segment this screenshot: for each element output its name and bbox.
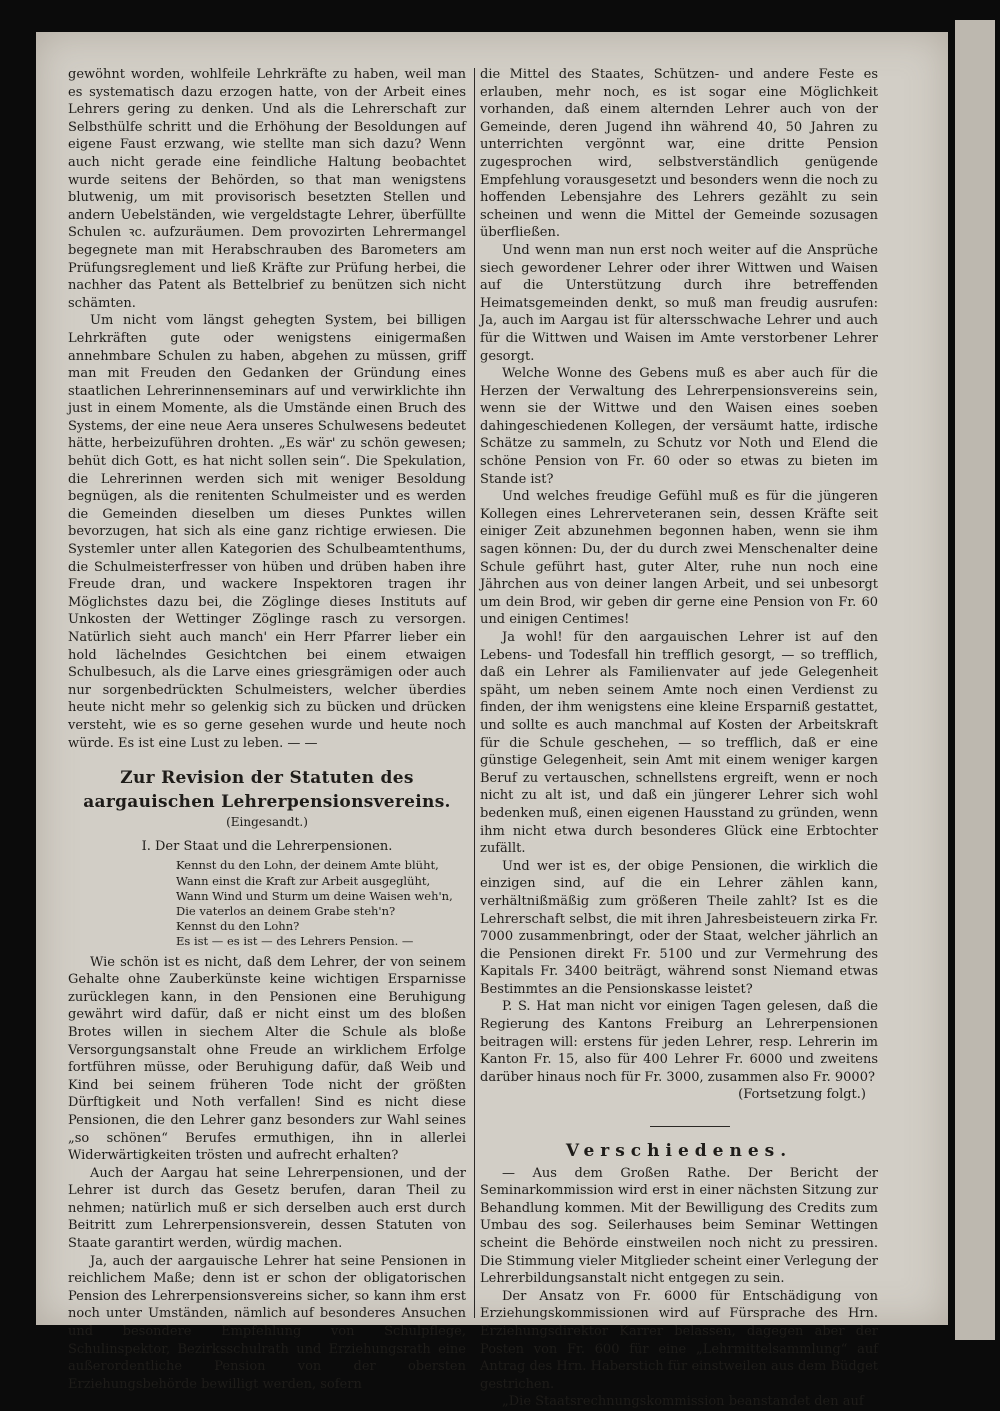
article-note: (Eingesandt.) xyxy=(226,815,308,830)
article-heading: Zur Revision der Statuten des aargauischen Lehrerpensionsvereins. xyxy=(83,768,451,813)
paragraph: P. S. Hat man nicht vor einigen Tagen gelesen, daß die Regierung des Kantons Freiburg an Lehrerpensionen beitragen will: erstens für jeden Lehrer, resp. Lehrerin im Kanton Fr. 15, also für 400 Lehrer Fr. 6000 und zweitens darüber hinaus noch für Fr. 3000, zusammen also Fr. 9000? xyxy=(480,999,878,1085)
paragraph: Auch der Aargau hat seine Lehrerpensionen, und der Lehrer ist durch das Gesetz berufen, daran Theil zu nehmen; natürlich muß er sich derselben auch erst durch Beitritt zum Lehrerpensionsverein, dessen Statuten von Staate garantirt werden, würdig machen. xyxy=(68,1165,466,1252)
paragraph: gewöhnt worden, wohlfeile Lehrkräfte zu haben, weil man es systematisch dazu erzogen hatte, von der Arbeit eines Lehrers gering zu denken. Und als die Lehrerschaft zur Selbsthülfe schritt und die Erhöhung der Besoldungen auf eigene Faust erzwang, wie stellte man sich dazu? Wenn auch nicht gerade eine feindliche Haltung beobachtet wurde seitens der Behörden, so that man wenigstens blutwenig, um mit provisorisch besetzten Stellen und andern Uebelständen, wie vergeldstagte Lehrer, überfüllte Schulen ꝛc. aufzuräumen. Dem provozirten Lehrermangel begegnete man mit Herabschrauben des Barometers am Prüfungsreglement und ließ Kräfte zur Prüfung herbei, die nachher das Patent als Bettelbrief zu benützen sich nicht schämten. xyxy=(68,67,466,311)
section-heading: Verschiedenes. xyxy=(565,1141,793,1162)
continuation-note: (Fortsetzung folgt.) xyxy=(738,1087,866,1103)
section-title: I. Der Staat und die Lehrerpensionen. xyxy=(141,838,393,854)
paragraph: Ja wohl! für den aargauischen Lehrer ist auf den Lebens- und Todesfall hin trefflich gesorgt, — so trefflich, daß ein Lehrer als Familienvater auf jede Gelegenheit späht, um neben seinem Amte noch einen Verdienst zu finden, der ihm wenigstens eine kleine Ersparniß gestattet, und sollte es auch manchmal auf Kosten der Arbeitskraft für die Schule geschehen, — so trefflich, daß er eine günstige Gelegenheit, sein Amt mit einem weniger kargen Beruf zu vertauschen, schnellstens ergreift, wenn er noch nicht zu alt ist, und daß ein jüngerer Lehrer sich wohl bedenken muß, einen eigenen Hausstand zu gründen, wenn ihm nicht etwa durch besonderes Glück eine Erbtochter zufällt. xyxy=(480,630,878,857)
paragraph: Wie schön ist es nicht, daß dem Lehrer, der von seinem Gehalte ohne Zauberkünste keine wichtigen Ersparnisse zurücklegen kann, in den Pensionen eine Beruhigung gewährt wird dafür, daß er nicht einst um des bloßen Brotes willen in siechem Alter die Schule als bloße Versorgungsanstalt ohne Freude an wirklichem Erfolge fortführen müsse, oder Beruhigung dafür, daß Weib und Kind bei seinem früheren Tode nicht der größten Dürftigkeit und Noth verfallen! Sind es nicht diese Pensionen, die den Lehrer ganz besonders zur Wahl seines „so schönen“ Berufes ermuthigen, ihn in allerlei Widerwärtigkeiten trösten und aufrecht erhalten? xyxy=(68,954,466,1164)
paragraph: die Mittel des Staates, Schützen- und andere Feste es erlauben, mehr noch, es ist sogar eine Möglichkeit vorhanden, daß einem alternden Lehrer auch von der Gemeinde, deren Jugend ihn während 40, 50 Jahren zu unterrichten vergönnt war, eine dritte Pension zugesprochen wird, selbstverständlich genügende Empfehlung vorausgesetzt und besonders wenn die noch zu hoffenden Lebensjahre des Lehrers gezählt zu sein scheinen und wenn die Mittel der Gemeinde sozusagen überfließen. xyxy=(480,67,878,241)
section-separator xyxy=(650,1126,730,1127)
paragraph: — Aus dem Großen Rathe. Der Bericht der Seminarkommission wird erst in einer nächsten Sitzung zur Behandlung kommen. Mit der Bewilligung des Credits zum Umbau des sog. Seilerhauses beim Seminar Wettingen scheint die Behörde einstweilen noch nicht zu pressiren. Die Stimmung vieler Mitglieder scheint einer Verlegung der Lehrerbildungsanstalt nicht entgegen zu sein. xyxy=(480,1165,878,1287)
left-column xyxy=(68,66,466,1393)
poem-line: Wann einst die Kraft zur Arbeit ausgeglüht, xyxy=(176,873,431,888)
paragraph: Um nicht vom längst gehegten System, bei billigen Lehrkräften gute oder wenigstens einigermaßen annehmbare Schulen zu haben, abgehen zu müssen, griff man mit Freuden den Gedanken der Gründung eines staatlichen Lehrerinnenseminars auf und verwirklichte ihn just in einem Momente, als die Umstände einen Bruch des Systems, der eine neue Aera unseres Schulwesens bedeutet hätte, herbeizuführen drohten. „Es wär' zu schön gewesen; behüt dich Gott, es hat nicht sollen sein“. Die Spekulation, die Lehrerinnen werden sich mit weniger Besoldung begnügen, als die renitenten Schulmeister und es werden die Gemeinden dieselben um dieses Punktes willen bevorzugen, hat sich als eine ganz richtige erwiesen. Die Systemler unter allen Kategorien des Schulbeamtenthums, die Schulmeisterfresser von hüben und drüben haben ihre Freude dran, und wackere Inspektoren tragen ihr Möglichstes dazu bei, die Zöglinge dieses Instituts auf Unkosten der Wettinger Zöglinge rasch zu versorgen. Natürlich sieht auch manch' ein Herr Pfarrer lieber ein hold lächelndes Gesichtchen bei einem etwaigen Schulbesuch, als die Larve eines griesgrämigen oder auch nur sorgenbedrückten Schulmeisters, welcher überdies heute nicht mehr so gelenkig sich zu bücken und drücken versteht, wie es so gerne gesehen wurde und heute noch würde. Es ist eine Lust zu leben. — — xyxy=(68,313,466,751)
poem-line: Kennst du den Lohn, der deinem Amte blüht, xyxy=(176,858,439,873)
paragraph: Und welches freudige Gefühl muß es für die jüngeren Kollegen eines Lehrerveteranen sein, dessen Kräfte seit einiger Zeit abzunehmen begonnen haben, wenn sie ihm sagen können: Du, der du durch zwei Menschenalter deine Schule geführt hast, guter Alter, ruhe nun noch eine Jährchen aus von deiner langen Arbeit, und sei unbesorgt um dein Brod, wir geben dir gerne eine Pension von Fr. 60 und einigen Centimes! xyxy=(480,489,878,628)
paragraph: Ja, auch der aargauische Lehrer hat seine Pensionen in reichlichem Maße; denn ist er schon der obligatorischen Pension des Lehrerpensionsvereins sicher, so kann ihm erst noch unter Umständen, nämlich auf besonderes Ansuchen und besondere Empfehlung von Schulpflege, Schulinspektor, Bezirksschulrath und Erziehungsrath eine außerordentliche Pension von der obersten Erziehungsbehörde bewilligt werden, sofern xyxy=(68,1253,466,1392)
paragraph: Und wer ist es, der obige Pensionen, die wirklich die einzigen sind, auf die ein Lehrer zählen kann, verhältnißmäßig zum größeren Theile zahlt? Ist es die Lehrerschaft selbst, die mit ihren Jahresbeisteuern zirka Fr. 7000 zusammenbringt, oder der Staat, welcher jährlich an die Pensionen direkt Fr. 5100 und zur Vermehrung des Kapitals Fr. 3400 beiträgt, während sonst Niemand etwas Bestimmtes an die Pensionskasse leistet? xyxy=(480,858,878,997)
poem-line: Es ist — es ist — des Lehrers Pension. — xyxy=(176,934,414,949)
poem xyxy=(176,858,466,949)
adjacent-page-edge xyxy=(955,20,995,1340)
paragraph: Der Ansatz von Fr. 6000 für Entschädigung von Erziehungskommissionen wird auf Fürsprache des Hrn. Erziehungsdirektor Karrer belassen, dagegen aber der Posten von Fr. 600 für eine „Lehrmittelsammlung“ auf Antrag des Hrn. Haberstich für einstweilen aus dem Büdget gestrichen. xyxy=(480,1288,878,1392)
paragraph: Und wenn man nun erst noch weiter auf die Ansprüche siech gewordener Lehrer oder ihrer Wittwen und Waisen auf die Unterstützung durch ihre betreffenden Heimatsgemeinden denkt, so muß man freudig ausrufen: Ja, auch im Aargau ist für altersschwache Lehrer und auch für die Wittwen und Waisen im Amte verstorbener Lehrer gesorgt. xyxy=(480,242,878,364)
paragraph: „Die Staatsrechnungskommission beanstandet den auf xyxy=(502,1394,864,1410)
poem-line: Kennst du den Lohn? xyxy=(176,919,300,934)
poem-line: Wann Wind und Sturm um deine Waisen weh'n, xyxy=(176,888,453,903)
paragraph: Welche Wonne des Gebens muß es aber auch für die Herzen der Verwaltung des Lehrerpensionsvereins sein, wenn sie der Wittwe und den Waisen eines soeben dahingeschiedenen Kollegen, der versäumt hatte, irdische Schätze zu sammeln, zu Schutz vor Noth und Elend die schöne Pension von Fr. 60 oder so etwas zu bieten im Stande ist? xyxy=(480,366,878,487)
right-column xyxy=(480,66,878,1411)
column-divider xyxy=(474,68,475,1318)
poem-line: Die vaterlos an deinem Grabe steh'n? xyxy=(176,903,396,918)
